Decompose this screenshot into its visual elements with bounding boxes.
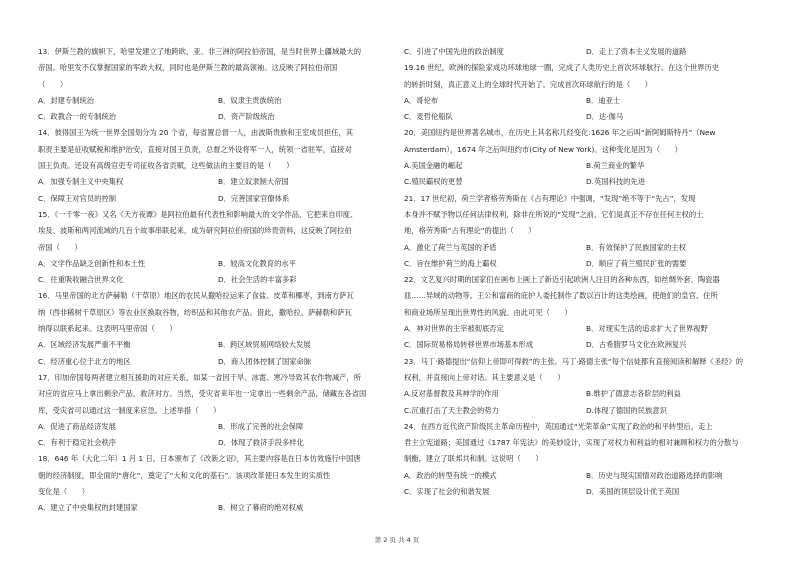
answer-option: D.英国科技的先进 <box>586 177 646 187</box>
question-text-line: 24．在西方近代资产阶级民主革命历程中，英国通过“光荣革命”实现了政治的和平转型后，走上 <box>404 421 713 431</box>
answer-options <box>38 256 390 289</box>
answer-option: C.沉重打击了天主教会的势力 <box>404 405 499 415</box>
answer-option: D．达·伽马 <box>586 112 624 122</box>
question-block <box>404 272 760 353</box>
answer-option: B．迪亚士 <box>586 95 621 105</box>
question-text-line: 17．印加帝国每两者建立相互援助的对应关系，如某一省因干旱、冰雹、寒冷导致其农作物减产，所 <box>38 372 362 382</box>
question-text-line: 纳得以联系起来。这表明马里帝国（ ） <box>38 324 177 334</box>
question-text-line: 18．646 年（大化二年）1 月 1 日，日本颁布了《改新之诏》，其主要内容是在日本仿效施行中国唐 <box>38 454 361 464</box>
page-footer: 第 2 页 共 4 页 <box>374 536 420 544</box>
question-block <box>38 451 390 516</box>
answer-option: D．美国的顶层设计优于英国 <box>586 487 680 497</box>
question-text-line: 埃及、波斯和两河流域的几百个故事串联起来，成为研究阿拉伯帝国的珍贵资料，这反映了阿拉伯 <box>38 226 352 236</box>
question-text-line: 本身并不赋予物以任何法律权利，除非在所说的“发现”之前，它们是真正不存在任何主权的土 <box>404 209 704 219</box>
answer-options <box>38 174 390 207</box>
question-text-line: 13．伊斯兰教的旗帜下，哈里发建立了地跨欧、亚、非三洲的阿拉伯帝国，是当时世界上疆域最大的 <box>38 47 362 56</box>
answer-options <box>404 158 760 191</box>
question-text-line: 对应的省应马上拿出剩余产品，救济对方。当然，受灾省来年也一定拿出一些剩余产品，储藏在各省国 <box>38 389 367 399</box>
answer-option: C．经济重心位于北方的地区 <box>38 356 131 366</box>
answer-option: C．旨在维护荷兰的海上霸权 <box>404 258 497 268</box>
left-column <box>38 44 390 517</box>
answer-options <box>404 93 760 126</box>
answer-option: D．商人团体控制了国家命脉 <box>218 356 312 366</box>
question-block <box>404 44 760 60</box>
answer-option: D．社会生活的丰富多彩 <box>218 275 297 285</box>
question-block <box>404 60 760 125</box>
answer-option: D．古希腊罗马文化在欧洲复兴 <box>586 340 687 350</box>
answer-options <box>404 321 760 354</box>
answer-option: B．历史与现实国情对政治道路选择的影响 <box>586 470 723 480</box>
answer-option: A．加强专制主义中央集权 <box>38 177 124 187</box>
answer-option: B．形成了完善的社会保障 <box>218 421 304 431</box>
answer-option: C．国际贸易格局转移世界市场基本形成 <box>404 340 534 350</box>
question-text-line: 君主立宪道路；美国通过《1787 年宪法》的美妙设计，实现了对权力和利益的相对兼顾和权力的分散与 <box>404 438 739 448</box>
question-block <box>404 419 760 500</box>
question-text-line: 15．《一千零一夜》又名《天方夜谭》是阿拉伯最有代表性和影响最大的文学作品，它把来自印度、 <box>38 209 358 219</box>
question-text-line: 帝国（ ） <box>38 242 82 252</box>
answer-option: B．有效保护了民族国家的主权 <box>586 242 686 252</box>
question-text-line: 库，受灾省可以通过这一制度来应急。上述举措（ ） <box>38 405 221 415</box>
answer-option: B.荷兰商业的繁华 <box>586 161 645 171</box>
question-text-line: （ ） <box>38 79 68 89</box>
question-text-line: 22．文艺复兴时期的国家们在画布上画上了新近引起欧洲人注目的各种东西，如丝绸外套、陶瓷器 <box>404 275 720 285</box>
answer-option: B．较高文化教育的水平 <box>218 258 296 268</box>
answer-option: D．完善国家官僚体系 <box>218 193 290 203</box>
answer-option: A．促进了商品经济发展 <box>38 421 116 431</box>
question-text-line: 19.16 世纪，欧洲的探险家成功环球地球一圈，完成了人类历史上首次环球航行。在这个世界历史 <box>404 63 720 73</box>
question-text-line: 20．美国纽约是世界著名城市，在历史上其名称几经变化:1626 年之后叫“新阿姆斯特丹”（New <box>404 128 716 138</box>
answer-options <box>38 93 390 126</box>
answer-options <box>404 468 760 501</box>
answer-option: A．哥伦布 <box>404 95 439 105</box>
answer-option: A．政治的转型有统一的模式 <box>404 470 497 480</box>
question-block <box>404 191 760 272</box>
answer-option: A．激化了荷兰与英国的矛盾 <box>404 242 497 252</box>
answer-option: B．奴隶主贵族统治 <box>218 95 282 105</box>
question-text-line: 和商业场所呈现出世界性的风貌。由此可见（ ） <box>404 307 572 317</box>
question-text-line: Amsterdam），1674 年之后叫纽约市(City of New York)。这种变化是因为（ ） <box>404 144 682 154</box>
answer-option: C．有利于稳定社会秩序 <box>38 438 117 448</box>
answer-option: A．区域经济发展严重不平衡 <box>38 340 131 350</box>
answer-option: A.美国金融的崛起 <box>404 161 463 171</box>
answer-option: C.殖民霸权的更替 <box>404 177 463 187</box>
answer-option: D．资产阶级统治 <box>218 112 275 122</box>
question-block <box>38 288 390 369</box>
answer-options <box>404 386 760 419</box>
right-column <box>404 44 760 500</box>
question-text-line: 16．马里帝国的北方萨赫勒（干草原）地区的农民从撒哈拉运来了食盐、皮革和椰枣，到南方萨瓦 <box>38 291 354 301</box>
question-text-line: 变化是（ ） <box>38 487 90 497</box>
answer-options <box>38 337 390 370</box>
answer-option: B．树立了幕府的绝对权威 <box>218 503 304 513</box>
question-block <box>38 370 390 451</box>
answer-option: D．顺应了荷兰殖民扩张的需要 <box>586 258 687 268</box>
question-text-line: 的转折时刻，真正意义上的全球时代开始了。完成首次环球航行的是（ ） <box>404 79 653 89</box>
question-block <box>38 207 390 288</box>
answer-option: C．实现了社会的和谐发展 <box>404 487 490 497</box>
question-block <box>404 125 760 190</box>
question-text-line: 23．马丁·路德提出“信仰上帝即可得救”的主张。马丁·路德主张“每个信徒都有直接阅读和解释《圣经》的 <box>404 356 744 366</box>
question-text-line: 皿……异域的动物等。王公和富商的庇护人委托制作了数以百计的这类绘画，使他们的皇宫、住所 <box>404 291 718 301</box>
question-text-line: 地，格劳秀斯“占有理论”的提出（ ） <box>404 226 536 236</box>
answer-options <box>404 44 760 60</box>
answer-option: D．体现了救济手段多样化 <box>218 438 304 448</box>
question-text-line: 朝的经济制度，即全面的“唐化”，奠定了“大和文化的基石”。该项改革使日本发生的实质性 <box>38 470 331 480</box>
answer-option: C．政教合一的专制统治 <box>38 112 117 122</box>
answer-option: B.维护了德意志各阶层的利益 <box>586 389 681 399</box>
answer-option: A．文学作品缺乏创新性和本土性 <box>38 258 146 268</box>
answer-option: A．神对世界的主宰被彻底否定 <box>404 324 504 334</box>
question-text-line: 制衡，建立了联邦共和制。这说明（ ） <box>404 454 543 464</box>
answer-option: B．对现实生活的追求扩大了世界视野 <box>586 324 708 334</box>
question-block <box>38 125 390 206</box>
answer-option: D．走上了资本主义发展的道路 <box>586 47 687 56</box>
answer-options <box>404 240 760 273</box>
question-text-line: 纳（西非稀树干草原区）等农业区换取谷物，纺织品和其他农产品。借此，撒哈拉、萨赫勒和萨瓦 <box>38 307 352 317</box>
answer-option: A.反对基督教及其神学的作用 <box>404 389 499 399</box>
answer-option: B．建立奴隶制大帝国 <box>218 177 289 187</box>
question-text-line: 帝国。哈里发不仅掌握国家的军政大权，同时也是伊斯兰教的最高领袖。这反映了阿拉伯帝国 <box>38 63 338 73</box>
answer-options <box>38 500 390 516</box>
answer-option: A．建立了中央集权的封建国家 <box>38 503 138 513</box>
answer-option: A．封建专制统治 <box>38 95 95 105</box>
question-block <box>38 44 390 125</box>
question-text-line: 权利，并直接向上帝对话。其主要意义是（ ） <box>404 372 565 382</box>
question-block <box>404 354 760 419</box>
question-text-line: 职责主要是征收赋税和维护治安，直接对国王负责，总督之外设将军一人，统领一省驻军，直接对 <box>38 144 352 154</box>
question-text-line: 21．17 世纪初，荷兰学者格劳秀斯在《占有理论》中强调，“发现”绝不等于“先占”，发现 <box>404 193 696 203</box>
question-text-line: 14．彼得国王为统一世界全国划分为 20 个省，每省置总督一人，由波斯贵族和王室成员担任，其 <box>38 128 354 138</box>
answer-option: D.体现了德国的民族意识 <box>586 405 667 415</box>
answer-option: C．麦哲伦船队 <box>404 112 453 122</box>
answer-option: B．跨区域贸易网络较大发展 <box>218 340 311 350</box>
answer-options <box>38 419 390 452</box>
question-text-line: 国王负责。还设有高级官吏专司征收各省贡赋，这些做法的主要目的是（ ） <box>38 161 294 171</box>
answer-option: C．引进了中国先进的政治制度 <box>404 47 504 56</box>
answer-option: C．保障王对官员的控制 <box>38 193 117 203</box>
answer-option: C．往重吸收融合世界文化 <box>38 275 124 285</box>
